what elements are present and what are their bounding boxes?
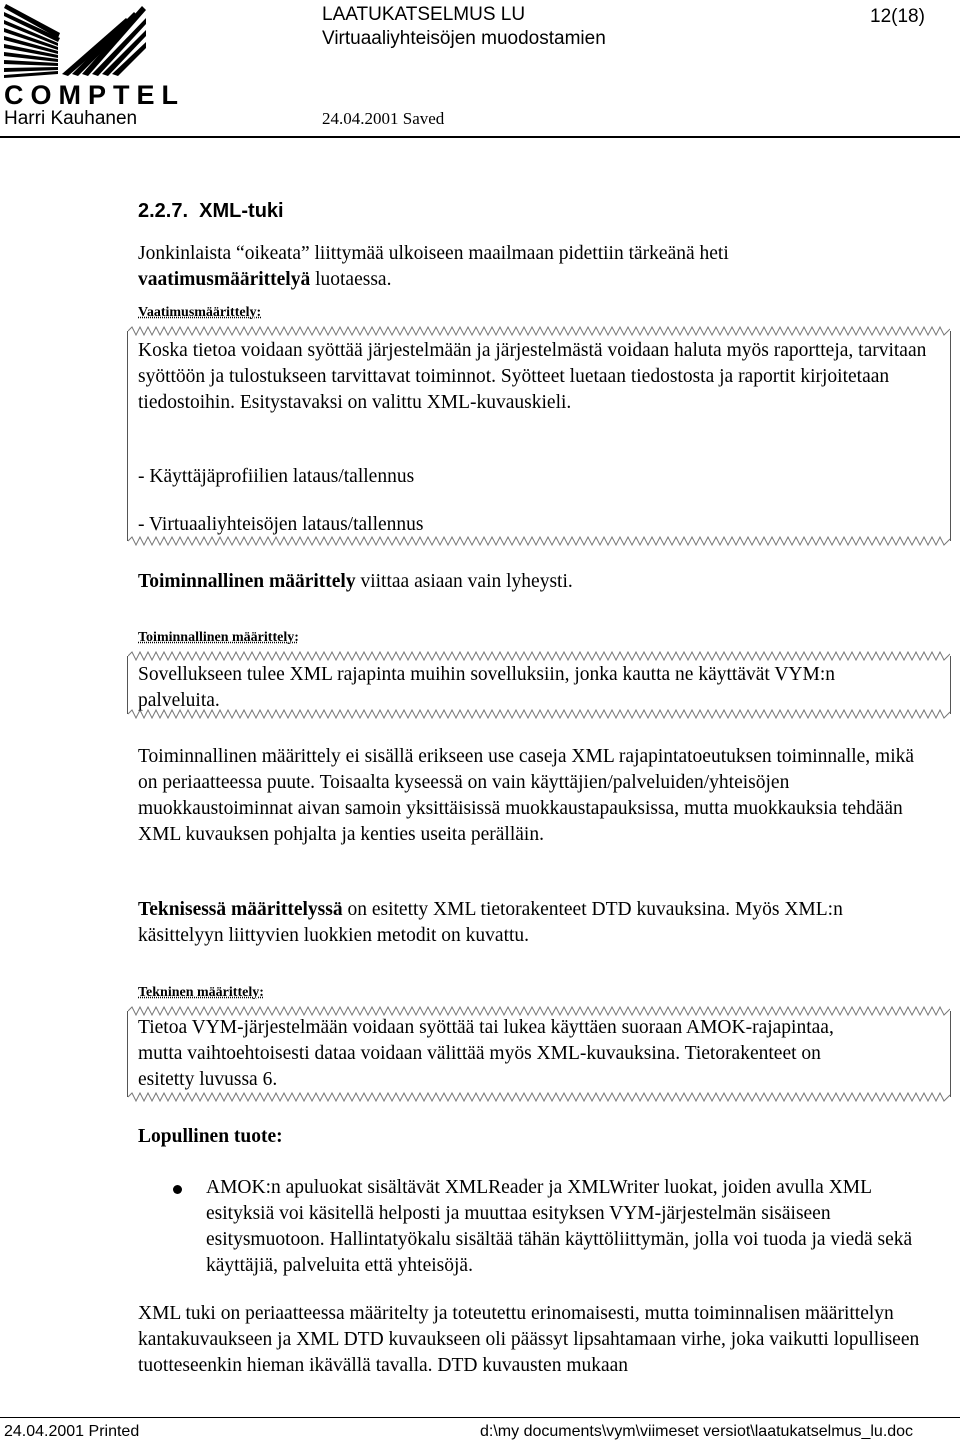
technical-intro	[138, 897, 898, 949]
saved-date: 24.04.2001 Saved	[322, 109, 445, 128]
footer-rule	[0, 1417, 960, 1418]
section-heading: 2.2.7. XML-tuki	[138, 200, 284, 222]
technical-label: Tekninen määrittely:	[138, 985, 264, 1000]
final-bullet-text: AMOK:n apuluokat sisältävät XMLReader ja XMLWriter luokat, joiden avulla XML esityksiä voi käsitellä helposti ja muuttaa esityksen VYM-järjestelmän sisäiseen esitysmuotoon. Hallintatyökalu sisältää tähän käyttöliittymän, jolla voi tuoda ja viedä sekä käyttäjiä, palveluita että yhteisöjä.	[206, 1177, 913, 1276]
technical-bold-term: Teknisessä määrittelyssä	[138, 899, 343, 920]
author-name: Harri Kauhanen	[4, 108, 138, 129]
functional-bold-term: Toiminnallinen määrittely	[138, 571, 356, 592]
page-number: 12(18)	[870, 6, 925, 27]
wavy-border-bottom	[128, 1092, 950, 1102]
final-paragraph: XML tuki on periaatteessa määritelty ja toteutettu erinomaisesti, mutta toiminnalisen määrittelyn kantakuvaukseen ja XML DTD kuvaukseen oli päässyt lipsahtamaan virhe, joka vaikutti lopulliseen tuotteseenkin hieman ikävällä tavalla. DTD kuvausten mukaan	[138, 1303, 920, 1376]
bullet-icon	[173, 1185, 182, 1194]
logo-arrows-icon	[0, 0, 150, 82]
header-rule	[0, 136, 960, 138]
intro-text: Jonkinlaista “oikeata” liittymää ulkoiseen maailmaan pidettiin tärkeänä heti	[138, 243, 729, 264]
document-subtitle: Virtuaaliyhteisöjen muodostamien	[322, 28, 606, 49]
functional-intro-rest: viittaa asiaan vain lyheysti.	[355, 571, 573, 592]
intro-text-rest: luotaessa.	[310, 269, 392, 290]
requirements-label: Vaatimusmäärittely:	[138, 305, 262, 320]
final-heading: Lopullinen tuote:	[138, 1126, 283, 1147]
intro-bold-term: vaatimusmäärittelyä	[138, 269, 311, 290]
document-title: LAATUKATSELMUS LU	[322, 4, 526, 25]
wavy-border-top	[128, 326, 950, 336]
functional-label: Toiminnallinen määrittely:	[138, 630, 299, 645]
functional-intro	[138, 569, 938, 595]
technical-intro-rest: on esitetty XML tietorakenteet DTD kuvauksina. Myös XML:n käsittelyyn liittyvien luokkien metodit on kuvattu.	[138, 899, 843, 946]
technical-text: Tietoa VYM-järjestelmään voidaan syöttää tai lukea käyttäen suoraan AMOK-rajapintaa, mutta vaihtoehtoisesti dataa voidaan välittää myös XML-kuvauksina. Tietorakenteet on esitetty luvussa 6.	[138, 1017, 834, 1090]
company-logo	[0, 0, 185, 110]
company-name: COMPTEL	[4, 80, 185, 110]
requirements-text: Koska tietoa voidaan syöttää järjestelmään ja järjestelmästä voidaan haluta myös raportteja, tarvitaan syöttöön ja tulostukseen tarvittavat toiminnot. Syötteet luetaan tiedostosta ja raportit kirjoitetaan tiedostoihin. Esitystavaksi on valittu XML-kuvauskieli.	[138, 340, 927, 413]
printed-date: 24.04.2001 Printed	[4, 1423, 140, 1440]
file-path: d:\my documents\vym\viimeset versiot\laatukatselmus_lu.doc	[480, 1423, 914, 1440]
functional-text: Sovellukseen tulee XML rajapinta muihin sovelluksiin, jonka kautta ne käyttävät VYM:n palveluita.	[138, 664, 835, 711]
functional-paragraph: Toiminnallinen määrittely ei sisällä erikseen use caseja XML rajapintatoeutuksen toiminnalle, mikä on periaatteessa puute. Toisaalta kyseessä on vain käyttäjien/palveluiden/yhteisöjen muokkaustoiminnat aivan samoin yksittäisissä muokkaustapauksissa, mutta muokkauksia tehdään XML kuvauksen pohjalta ja kenties useita perälläin.	[138, 746, 915, 845]
requirements-item-communities: - Virtuaaliyhteisöjen lataus/tallennus	[138, 514, 424, 535]
intro-paragraph	[138, 241, 938, 293]
requirements-item-users: - Käyttäjäprofiilien lataus/tallennus	[138, 466, 415, 487]
wavy-border-top	[128, 651, 950, 661]
